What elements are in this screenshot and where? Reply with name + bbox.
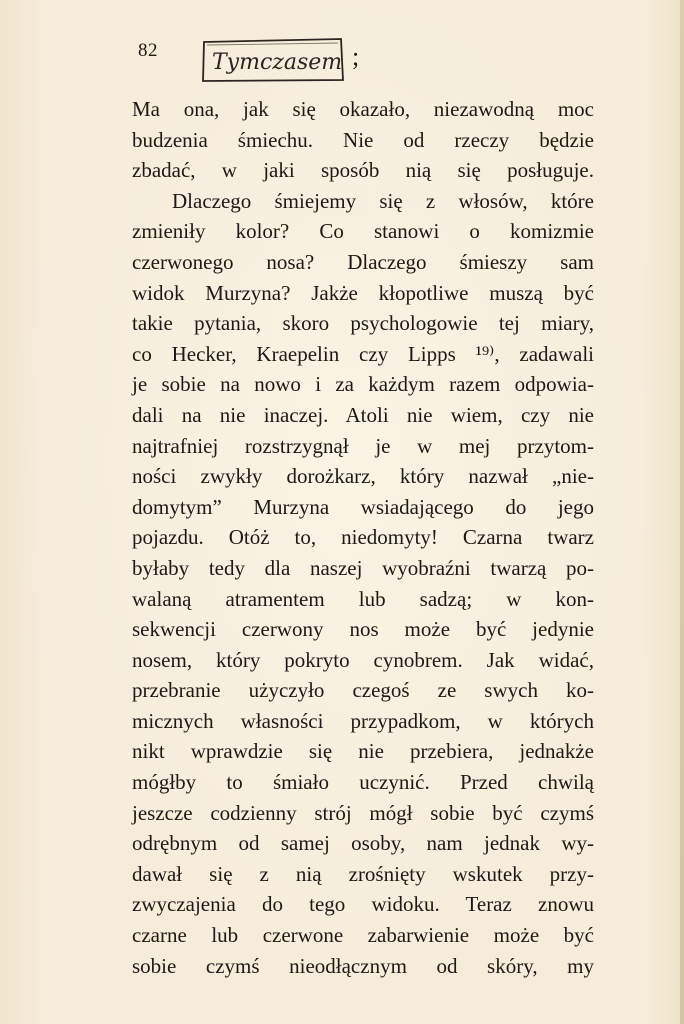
text-line: dali na nie inaczej. Atoli nie wiem, czy nie: [132, 402, 594, 427]
text-line: mógłby to śmiało uczynić. Przed chwilą: [132, 770, 594, 795]
page-edge: [680, 0, 684, 1024]
text-line: zmieniły kolor? Co stanowi o komizmie: [132, 219, 594, 244]
text-line: sekwencji czerwony nos może być jedynie: [132, 617, 594, 642]
text-line: takie pytania, skoro psychologowie tej miary,: [132, 311, 594, 336]
text-line: czerwonego nosa? Dlaczego śmieszy sam: [132, 249, 594, 274]
text-line: pojazdu. Otóż to, niedomyty! Czarna twarz: [132, 525, 594, 550]
text-line: byłaby tedy dla naszej wyobraźni twarzą po-: [132, 555, 594, 580]
text-line: najtrafniej rozstrzygnął je w mej przytom-: [132, 433, 594, 458]
text-line: co Hecker, Kraepelin czy Lipps ¹⁹⁾, zadawali: [132, 341, 594, 366]
text-line: Ma ona, jak się okazało, niezawodną moc: [132, 97, 594, 121]
text-line: budzenia śmiechu. Nie od rzeczy będzie: [132, 127, 594, 152]
body-text: [132, 94, 594, 981]
text-line: micznych własności przypadkom, w których: [132, 708, 594, 733]
text-line: zwyczajenia do tego widoku. Teraz znowu: [132, 892, 594, 917]
text-line: przebranie użyczyło czegoś ze swych ko-: [132, 678, 594, 703]
page-number: 82: [138, 40, 158, 61]
text-line: ności zwykły dorożkarz, który nazwał „nie-: [132, 464, 594, 489]
text-line: czarne lub czerwone zabarwienie może być: [132, 923, 594, 948]
handwritten-note-text: Tymczasem: [212, 50, 343, 75]
text-line: domytym” Murzyna wsiadającego do jego: [132, 494, 594, 519]
text-line: nikt wprawdzie się nie przebiera, jednakże: [132, 739, 594, 764]
text-line: widok Murzyna? Jakże kłopotliwe muszą być: [132, 280, 594, 305]
text-line: odrębnym od samej osoby, nam jednak wy-: [132, 831, 594, 856]
text-line: jeszcze codzienny strój mógł sobie być czymś: [132, 800, 594, 825]
note-mark: ;: [352, 42, 360, 71]
text-line: dawał się z nią zrośnięty wskutek przy-: [132, 861, 594, 886]
text-line: zbadać, w jaki sposób nią się posługuje.: [132, 158, 594, 183]
text-line: Dlaczego śmiejemy się z włosów, które: [172, 188, 594, 213]
handwritten-note-drawing: [200, 34, 346, 84]
text-line: walaną atramentem lub sadzą; w kon-: [132, 586, 594, 611]
text-line: sobie czymś nieodłącznym od skóry, my: [132, 953, 594, 978]
text-line: nosem, który pokryto cynobrem. Jak widać,: [132, 647, 594, 672]
text-line: je sobie na nowo i za każdym razem odpowia-: [132, 372, 594, 397]
handwritten-note-box: [200, 34, 346, 84]
